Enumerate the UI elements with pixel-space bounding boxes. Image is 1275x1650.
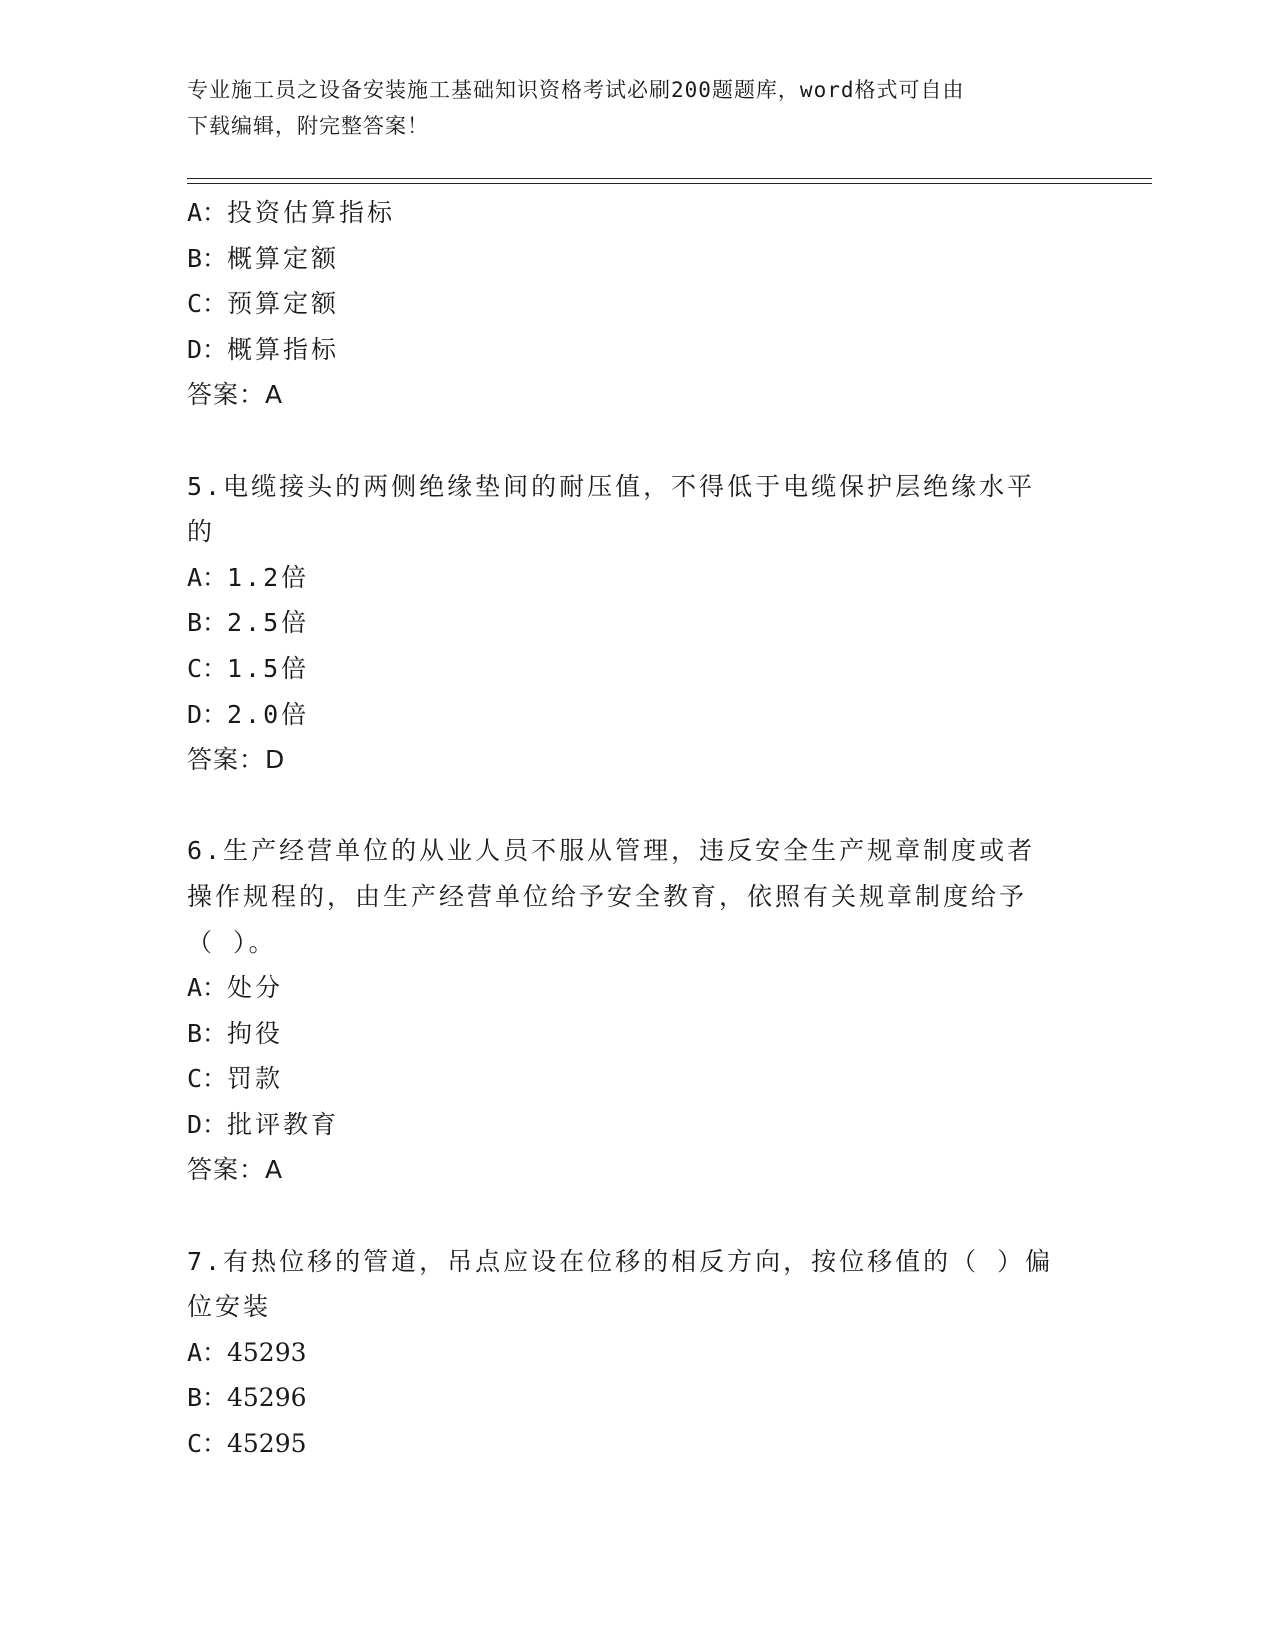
option-c: C：罚款 <box>187 1064 284 1094</box>
option-a: A：45293 <box>187 1337 307 1367</box>
question-block-5 <box>187 464 1077 783</box>
answer: 答案：A <box>187 380 284 410</box>
document-body <box>187 190 1077 1467</box>
header-line-1: 专业施工员之设备安装施工基础知识资格考试必刷200题题库，word格式可自由 <box>187 78 965 102</box>
header-rule-top <box>187 178 1152 179</box>
option-c: C：预算定额 <box>187 289 340 319</box>
option-d: D：批评教育 <box>187 1109 340 1139</box>
spacer <box>187 783 1077 829</box>
question-block-6 <box>187 828 1077 1193</box>
question-text: 5.电缆接头的两侧绝缘垫间的耐压值，不得低于电缆保护层绝缘水平 <box>187 471 1036 501</box>
question-text: 位安装 <box>187 1292 272 1322</box>
answer: 答案：A <box>187 1155 284 1185</box>
spacer <box>187 418 1077 464</box>
question-text: （ ）。 <box>187 927 277 957</box>
question-text: 7.有热位移的管道，吊点应设在位移的相反方向，按位移值的（ ）偏 <box>187 1246 1054 1276</box>
option-c: C：45295 <box>187 1429 307 1459</box>
question-text: 6.生产经营单位的从业人员不服从管理，违反安全生产规章制度或者 <box>187 836 1036 866</box>
option-b: B：拘役 <box>187 1018 284 1048</box>
question-block-7 <box>187 1239 1077 1467</box>
header-rule-bottom <box>187 183 1152 184</box>
question-text: 的 <box>187 517 216 547</box>
option-d: D：2.0倍 <box>187 699 310 729</box>
question-block-4 <box>187 190 1077 418</box>
document-header <box>187 72 1067 144</box>
option-a: A：处分 <box>187 973 284 1003</box>
spacer <box>187 1193 1077 1239</box>
option-d: D：概算指标 <box>187 334 340 364</box>
option-b: B：概算定额 <box>187 243 340 273</box>
header-line-2: 下载编辑，附完整答案！ <box>187 114 429 138</box>
option-b: B：2.5倍 <box>187 608 310 638</box>
question-text: 操作规程的，由生产经营单位给予安全教育，依照有关规章制度给予 <box>187 881 1028 911</box>
option-a: A：1.2倍 <box>187 562 310 592</box>
option-b: B：45296 <box>187 1383 307 1413</box>
option-a: A：投资估算指标 <box>187 198 396 227</box>
option-c: C：1.5倍 <box>187 653 310 683</box>
answer: 答案：D <box>187 745 286 775</box>
